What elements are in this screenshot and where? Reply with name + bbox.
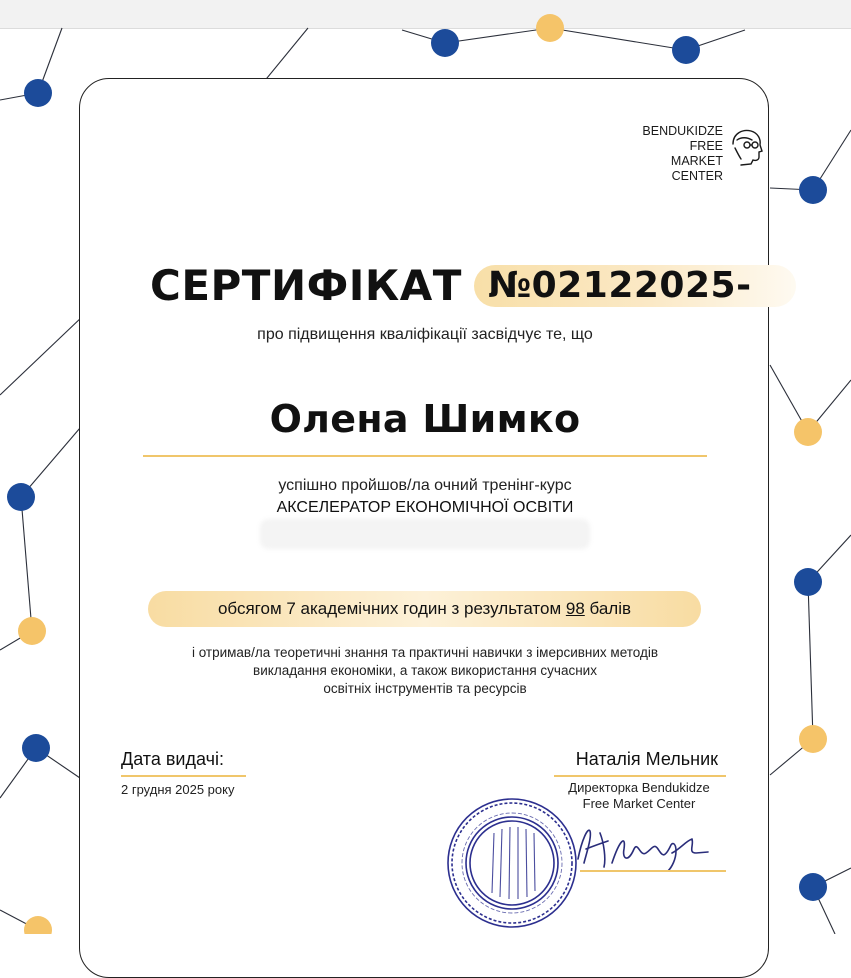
logo-line: FREE MARKET [670,139,723,168]
blurred-text-area [260,519,590,549]
signer-underline [554,775,726,777]
signer-name: Наталія Мельник [575,749,718,769]
logo-line: BENDUKIDZE [642,124,723,138]
hours-result-banner [148,591,701,627]
recipient-name: Олена Шимко [269,397,581,441]
certificate-title: СЕРТИФІКАТ [150,261,462,310]
course-intro: успішно пройшов/ла очний тренінг-курс [278,477,572,494]
bendukidze-logo [640,124,765,183]
course-title: АКСЕЛЕРАТОР ЕКОНОМІЧНОЇ ОСВІТИ [276,499,574,516]
official-stamp [442,793,582,933]
signature-underline [580,870,726,872]
description [140,644,710,698]
certificate-subtitle: про підвищення кваліфікації засвідчує те, що [257,326,593,343]
description-line: освітніх інструментів та ресурсів [323,681,527,696]
signer-title-line: Директорка Bendukidze [568,780,710,795]
hours-prefix: обсягом 7 академічних годин з результатом [217,599,566,618]
signer-title-line: Free Market Center [582,796,696,811]
logo-text [640,124,723,184]
score-value: 98 [565,599,585,618]
issue-date-label: Дата видачі: [121,749,224,769]
issue-date-underline [121,775,246,777]
recipient-underline [143,455,707,457]
certificate-number: №02122025- [474,265,796,307]
hours-suffix: балів [584,599,632,618]
issue-date-value: 2 грудня 2025 року [121,782,235,797]
description-line: викладання економіки, а також використання сучасних [253,663,597,678]
certificate-card [79,78,769,978]
description-line: і отримав/ла теоретичні знання та практичні навички з імерсивних методів [191,645,659,660]
portrait-icon [725,126,765,168]
title-row [150,261,796,310]
logo-line: CENTER [671,169,723,183]
